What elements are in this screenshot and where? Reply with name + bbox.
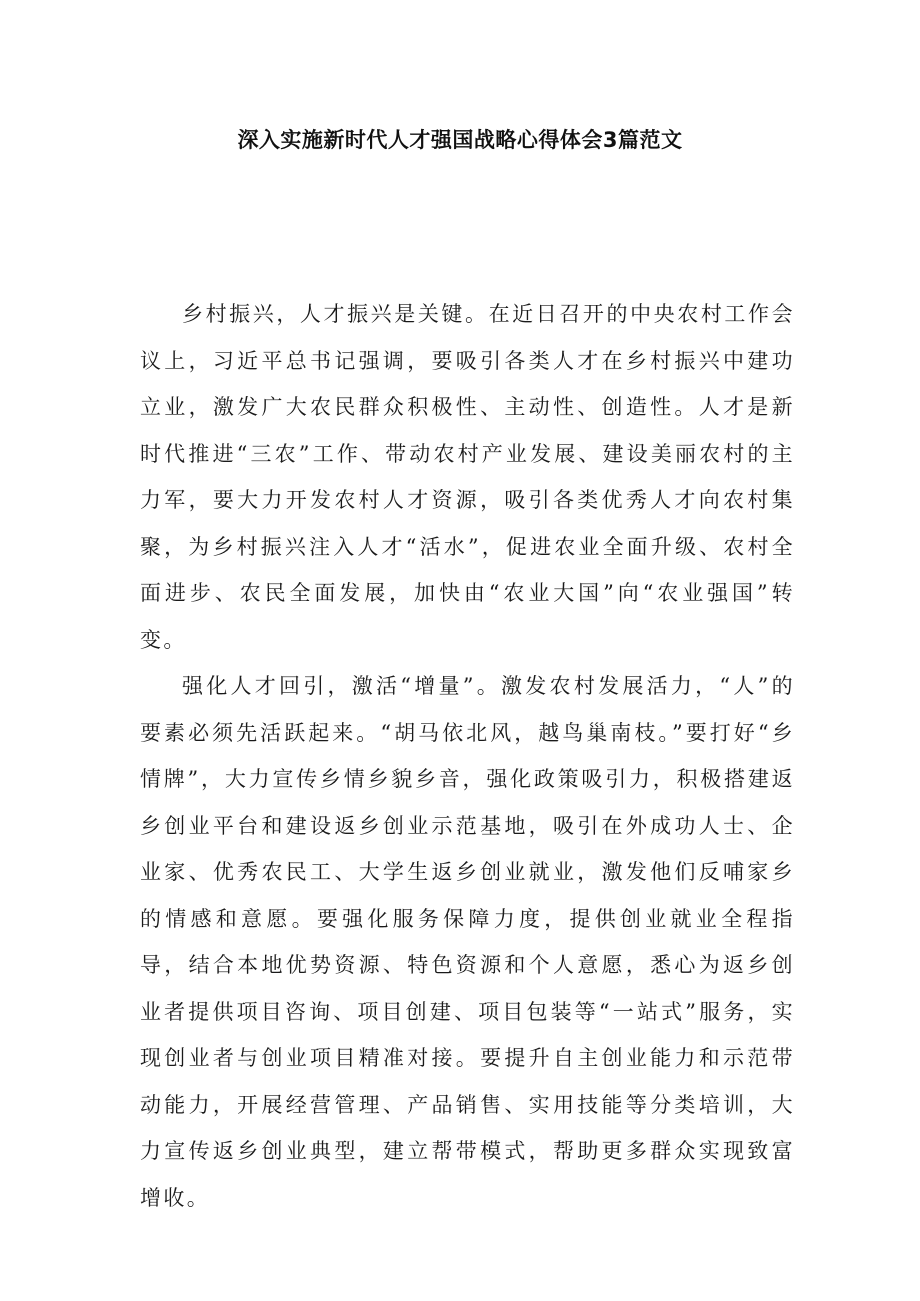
document-body <box>140 291 795 1221</box>
document-title: 深入实施新时代人才强国战略心得体会3篇范文 <box>237 128 683 152</box>
paragraph-2: 强化人才回引，激活“增量”。激发农村发展活力，“人”的要素必须先活跃起来。“胡马依北风，越鸟巢南枝。”要打好“乡情牌”，大力宣传乡情乡貌乡音，强化政策吸引力，积极搭建返乡创业平台和建设返乡创业示范基地，吸引在外成功人士、企业家、优秀农民工、大学生返乡创业就业，激发他们反哺家乡的情感和意愿。要强化服务保障力度，提供创业就业全程指导，结合本地优势资源、特色资源和个人意愿，悉心为返乡创业者提供项目咨询、项目创建、项目包装等“一站式”服务，实现创业者与创业项目精准对接。要提升自主创业能力和示范带动能力，开展经营管理、产品销售、实用技能等分类培训，大力宣传返乡创业典型，建立帮带模式，帮助更多群众实现致富增收。 <box>140 674 795 1210</box>
paragraph-1: 乡村振兴，人才振兴是关键。在近日召开的中央农村工作会议上，习近平总书记强调，要吸引各类人才在乡村振兴中建功立业，激发广大农民群众积极性、主动性、创造性。人才是新时代推进“三农”工作、带动农村产业发展、建设美丽农村的主力军，要大力开发农村人才资源，吸引各类优秀人才向农村集聚，为乡村振兴注入人才“活水”，促进农业全面升级、农村全面进步、农民全面发展，加快由“农业大国”向“农业强国”转变。 <box>140 302 795 652</box>
